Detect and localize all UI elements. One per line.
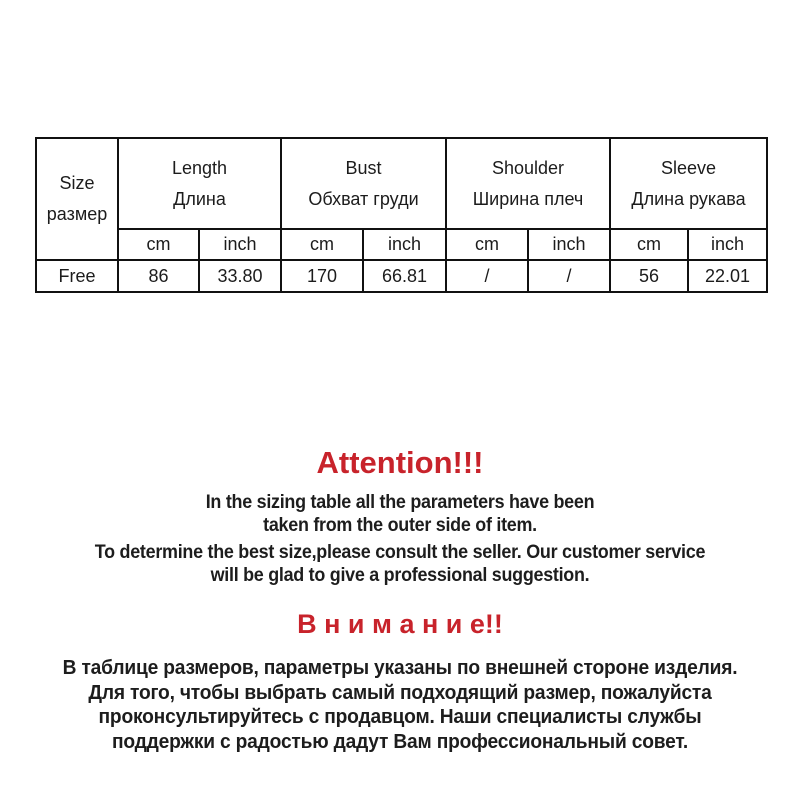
table-units-row xyxy=(36,229,767,260)
unit-cell-length-cm: cm xyxy=(118,229,199,260)
col-header-bust-ru: Обхват груди xyxy=(308,188,419,209)
col-header-sleeve-en: Sleeve xyxy=(660,157,717,178)
attention-p2-line2: will be glad to give a professional suggestion. xyxy=(210,564,590,586)
vnimanie-line3: проконсультируйтесь с продавцом. Наши специалисты службы xyxy=(98,706,702,728)
col-header-sleeve xyxy=(610,138,767,229)
value-bust-inch: 66.81 xyxy=(363,260,446,292)
attention-paragraph-2 xyxy=(32,541,768,587)
attention-p1-line1: In the sizing table all the parameters have been xyxy=(205,491,595,513)
col-header-bust xyxy=(281,138,446,229)
value-sleeve-inch: 22.01 xyxy=(688,260,767,292)
unit-cell-shoulder-inch: inch xyxy=(528,229,610,260)
vnimanie-paragraph xyxy=(16,656,784,754)
value-length-inch: 33.80 xyxy=(199,260,281,292)
unit-cell-shoulder-cm: cm xyxy=(446,229,528,260)
col-header-length-en: Length xyxy=(171,157,228,178)
attention-paragraph-1 xyxy=(32,491,768,537)
unit-cell-length-inch: inch xyxy=(199,229,281,260)
value-shoulder-cm: / xyxy=(446,260,528,292)
unit-cell-sleeve-cm: cm xyxy=(610,229,688,260)
size-header-cell xyxy=(36,138,118,260)
col-header-sleeve-ru: Длина рукава xyxy=(631,188,746,209)
col-header-shoulder-ru: Ширина плеч xyxy=(472,188,584,209)
size-header-ru: размер xyxy=(46,204,108,224)
vnimanie-line1: В таблице размеров, параметры указаны по внешней стороне изделия. xyxy=(62,657,738,679)
col-header-bust-en: Bust xyxy=(345,157,382,178)
unit-cell-bust-cm: cm xyxy=(281,229,363,260)
table-data-row xyxy=(36,260,767,292)
vnimanie-line2: Для того, чтобы выбрать самый подходящий размер, пожалуйста xyxy=(88,681,712,704)
unit-cell-sleeve-inch: inch xyxy=(688,229,767,260)
attention-p2-line1: To determine the best size,please consult the seller. Our customer service xyxy=(94,541,706,563)
size-value-cell: Free xyxy=(36,260,118,292)
vnimanie-heading: В н и м а н и е!! xyxy=(297,609,503,639)
col-header-shoulder xyxy=(446,138,610,229)
col-header-length-ru: Длина xyxy=(173,188,226,209)
value-bust-cm: 170 xyxy=(281,260,363,292)
value-sleeve-cm: 56 xyxy=(610,260,688,292)
col-header-length xyxy=(118,138,281,229)
value-shoulder-inch: / xyxy=(528,260,610,292)
vnimanie-line4: поддержки с радостью дадут Вам профессиональный совет. xyxy=(111,730,689,753)
attention-heading: Attention!!! xyxy=(316,445,484,480)
size-table xyxy=(35,137,768,293)
value-length-cm: 86 xyxy=(118,260,199,292)
attention-p1-line2: taken from the outer side of item. xyxy=(263,514,537,536)
col-header-shoulder-en: Shoulder xyxy=(491,157,565,178)
table-header-row xyxy=(36,138,767,229)
size-header-en: Size xyxy=(59,173,95,193)
unit-cell-bust-inch: inch xyxy=(363,229,446,260)
